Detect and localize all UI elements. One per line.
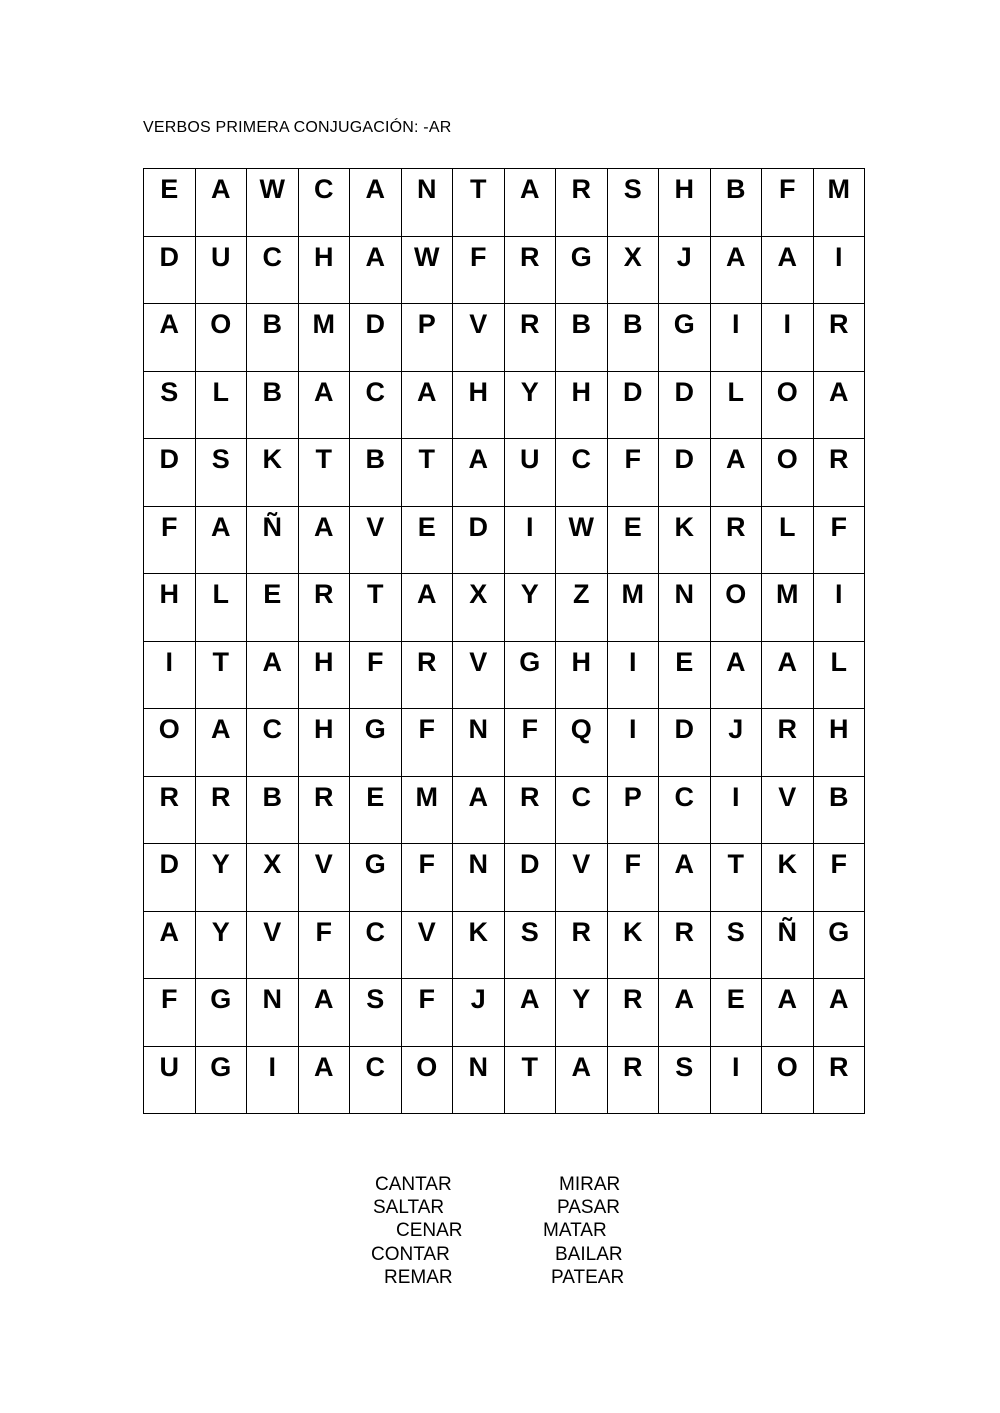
grid-cell: R — [710, 506, 762, 574]
grid-cell: L — [195, 371, 247, 439]
word-item: MATAR — [543, 1220, 607, 1242]
grid-cell: R — [504, 236, 556, 304]
grid-cell: R — [144, 776, 196, 844]
grid-cell: K — [659, 506, 711, 574]
grid-cell: B — [813, 776, 865, 844]
grid-cell: N — [659, 574, 711, 642]
grid-cell: E — [401, 506, 453, 574]
grid-cell: F — [607, 844, 659, 912]
grid-cell: A — [504, 979, 556, 1047]
grid-cell: F — [401, 844, 453, 912]
grid-cell: D — [144, 844, 196, 912]
grid-cell: Y — [195, 844, 247, 912]
grid-cell: N — [453, 844, 505, 912]
grid-cell: A — [298, 506, 350, 574]
grid-cell: I — [813, 236, 865, 304]
grid-row — [144, 236, 865, 304]
grid-cell: O — [762, 1046, 814, 1114]
grid-cell: V — [298, 844, 350, 912]
grid-cell: G — [195, 1046, 247, 1114]
word-item: BAILAR — [555, 1243, 623, 1265]
grid-cell: Y — [195, 911, 247, 979]
grid-cell: R — [556, 911, 608, 979]
grid-cell: R — [607, 1046, 659, 1114]
grid-cell: W — [401, 236, 453, 304]
grid-cell: H — [453, 371, 505, 439]
grid-row — [144, 1046, 865, 1114]
grid-cell: R — [556, 169, 608, 237]
grid-cell: H — [556, 641, 608, 709]
grid-cell: Q — [556, 709, 608, 777]
grid-cell: K — [607, 911, 659, 979]
grid-cell: A — [762, 236, 814, 304]
grid-cell: M — [813, 169, 865, 237]
grid-cell: F — [298, 911, 350, 979]
grid-cell: N — [247, 979, 299, 1047]
grid-cell: C — [350, 371, 402, 439]
grid-cell: V — [762, 776, 814, 844]
grid-cell: G — [813, 911, 865, 979]
word-item: CANTAR — [375, 1174, 452, 1195]
grid-cell: J — [710, 709, 762, 777]
grid-cell: K — [453, 911, 505, 979]
grid-cell: A — [710, 641, 762, 709]
grid-cell: B — [556, 304, 608, 372]
grid-cell: V — [453, 641, 505, 709]
grid-cell: L — [195, 574, 247, 642]
grid-cell: F — [401, 709, 453, 777]
grid-cell: O — [710, 574, 762, 642]
grid-cell: C — [659, 776, 711, 844]
grid-cell: R — [504, 304, 556, 372]
grid-cell: A — [195, 169, 247, 237]
grid-cell: G — [504, 641, 556, 709]
grid-cell: R — [195, 776, 247, 844]
grid-cell: U — [144, 1046, 196, 1114]
grid-cell: D — [453, 506, 505, 574]
grid-row — [144, 776, 865, 844]
grid-cell: N — [401, 169, 453, 237]
grid-cell: N — [453, 709, 505, 777]
grid-cell: F — [504, 709, 556, 777]
grid-cell: C — [556, 776, 608, 844]
word-search-grid — [143, 168, 865, 1114]
grid-cell: D — [659, 709, 711, 777]
grid-cell: E — [350, 776, 402, 844]
word-item: CONTAR — [371, 1243, 450, 1265]
grid-cell: B — [247, 776, 299, 844]
grid-row — [144, 169, 865, 237]
grid-cell: Y — [504, 574, 556, 642]
word-list-left — [371, 1173, 463, 1289]
grid-cell: R — [762, 709, 814, 777]
grid-cell: O — [195, 304, 247, 372]
grid-cell: M — [762, 574, 814, 642]
grid-cell: S — [659, 1046, 711, 1114]
grid-cell: A — [298, 979, 350, 1047]
grid-cell: D — [144, 439, 196, 507]
grid-cell: A — [762, 641, 814, 709]
grid-cell: S — [195, 439, 247, 507]
grid-cell: P — [401, 304, 453, 372]
grid-cell: A — [813, 979, 865, 1047]
grid-cell: H — [298, 236, 350, 304]
grid-cell: A — [710, 236, 762, 304]
grid-cell: A — [350, 169, 402, 237]
grid-cell: Y — [556, 979, 608, 1047]
grid-cell: F — [453, 236, 505, 304]
grid-cell: R — [504, 776, 556, 844]
grid-cell: A — [813, 371, 865, 439]
grid-cell: E — [659, 641, 711, 709]
grid-cell: V — [350, 506, 402, 574]
grid-cell: A — [247, 641, 299, 709]
grid-cell: T — [195, 641, 247, 709]
grid-cell: S — [144, 371, 196, 439]
grid-cell: A — [350, 236, 402, 304]
grid-cell: A — [144, 304, 196, 372]
grid-cell: I — [504, 506, 556, 574]
grid-cell: A — [762, 979, 814, 1047]
grid-cell: C — [350, 1046, 402, 1114]
grid-cell: I — [710, 776, 762, 844]
grid-cell: T — [298, 439, 350, 507]
grid-cell: G — [556, 236, 608, 304]
grid-cell: I — [247, 1046, 299, 1114]
grid-cell: A — [556, 1046, 608, 1114]
grid-cell: N — [453, 1046, 505, 1114]
grid-cell: C — [247, 709, 299, 777]
word-item: CENAR — [396, 1220, 463, 1242]
grid-cell: O — [144, 709, 196, 777]
grid-cell: J — [659, 236, 711, 304]
grid-cell: C — [298, 169, 350, 237]
grid-cell: O — [762, 439, 814, 507]
grid-cell: V — [247, 911, 299, 979]
grid-row — [144, 844, 865, 912]
grid-cell: L — [762, 506, 814, 574]
grid-cell: S — [607, 169, 659, 237]
grid-cell: R — [298, 574, 350, 642]
grid-cell: F — [144, 506, 196, 574]
grid-cell: R — [607, 979, 659, 1047]
grid-cell: S — [350, 979, 402, 1047]
grid-cell: R — [659, 911, 711, 979]
grid-cell: W — [247, 169, 299, 237]
grid-cell: B — [607, 304, 659, 372]
grid-cell: A — [144, 911, 196, 979]
grid-row — [144, 911, 865, 979]
grid-cell: A — [401, 574, 453, 642]
grid-cell: F — [762, 169, 814, 237]
grid-cell: D — [659, 371, 711, 439]
grid-cell: F — [607, 439, 659, 507]
grid-row — [144, 506, 865, 574]
grid-cell: X — [607, 236, 659, 304]
grid-cell: P — [607, 776, 659, 844]
grid-cell: H — [298, 641, 350, 709]
grid-cell: A — [298, 1046, 350, 1114]
grid-cell: T — [401, 439, 453, 507]
grid-cell: I — [144, 641, 196, 709]
grid-cell: R — [401, 641, 453, 709]
grid-cell: T — [504, 1046, 556, 1114]
grid-cell: A — [659, 979, 711, 1047]
grid-cell: D — [504, 844, 556, 912]
grid-row — [144, 304, 865, 372]
grid-cell: Ñ — [247, 506, 299, 574]
grid-cell: B — [247, 304, 299, 372]
grid-cell: X — [453, 574, 505, 642]
grid-cell: T — [710, 844, 762, 912]
grid-row — [144, 574, 865, 642]
grid-cell: C — [247, 236, 299, 304]
grid-cell: J — [453, 979, 505, 1047]
grid-cell: R — [813, 439, 865, 507]
grid-cell: G — [195, 979, 247, 1047]
grid-cell: I — [813, 574, 865, 642]
grid-row — [144, 641, 865, 709]
word-item: MIRAR — [559, 1174, 621, 1195]
grid-cell: O — [762, 371, 814, 439]
grid-cell: C — [556, 439, 608, 507]
word-item: REMAR — [384, 1266, 453, 1288]
grid-cell: A — [453, 776, 505, 844]
word-item: PATEAR — [551, 1266, 625, 1288]
grid-cell: A — [298, 371, 350, 439]
grid-cell: C — [350, 911, 402, 979]
grid-cell: H — [556, 371, 608, 439]
worksheet-title: VERBOS PRIMERA CONJUGACIÓN: -AR — [143, 119, 452, 136]
grid-cell: A — [659, 844, 711, 912]
grid-cell: B — [247, 371, 299, 439]
grid-cell: L — [813, 641, 865, 709]
word-item: PASAR — [557, 1197, 621, 1219]
grid-cell: K — [247, 439, 299, 507]
grid-cell: G — [350, 844, 402, 912]
grid-cell: X — [247, 844, 299, 912]
grid-cell: K — [762, 844, 814, 912]
grid-cell: I — [762, 304, 814, 372]
grid-cell: A — [195, 506, 247, 574]
word-item: SALTAR — [373, 1197, 445, 1219]
grid-cell: S — [710, 911, 762, 979]
grid-cell: A — [453, 439, 505, 507]
grid-cell: Z — [556, 574, 608, 642]
word-list-right — [543, 1173, 624, 1289]
grid-cell: V — [556, 844, 608, 912]
grid-cell: M — [401, 776, 453, 844]
grid-cell: T — [453, 169, 505, 237]
grid-cell: G — [350, 709, 402, 777]
grid-cell: R — [813, 304, 865, 372]
grid-cell: V — [401, 911, 453, 979]
grid-row — [144, 709, 865, 777]
grid-cell: U — [195, 236, 247, 304]
grid-cell: Ñ — [762, 911, 814, 979]
grid-row — [144, 371, 865, 439]
grid-cell: H — [659, 169, 711, 237]
grid-cell: F — [350, 641, 402, 709]
grid-cell: F — [813, 844, 865, 912]
grid-cell: R — [298, 776, 350, 844]
grid-cell: W — [556, 506, 608, 574]
grid-cell: G — [659, 304, 711, 372]
grid-cell: I — [607, 641, 659, 709]
grid-cell: I — [710, 1046, 762, 1114]
grid-cell: H — [298, 709, 350, 777]
grid-cell: Y — [504, 371, 556, 439]
grid-cell: U — [504, 439, 556, 507]
grid-cell: M — [298, 304, 350, 372]
grid-cell: E — [144, 169, 196, 237]
grid-cell: E — [607, 506, 659, 574]
grid-cell: O — [401, 1046, 453, 1114]
grid-row — [144, 439, 865, 507]
grid-cell: D — [659, 439, 711, 507]
grid-cell: D — [350, 304, 402, 372]
grid-row — [144, 979, 865, 1047]
grid-cell: H — [144, 574, 196, 642]
grid-cell: V — [453, 304, 505, 372]
grid-cell: R — [813, 1046, 865, 1114]
grid-cell: S — [504, 911, 556, 979]
grid-cell: I — [710, 304, 762, 372]
grid-cell: H — [813, 709, 865, 777]
grid-cell: E — [247, 574, 299, 642]
grid-cell: A — [504, 169, 556, 237]
grid-cell: A — [195, 709, 247, 777]
grid-cell: B — [350, 439, 402, 507]
grid-cell: A — [401, 371, 453, 439]
grid-cell: T — [350, 574, 402, 642]
grid-cell: F — [813, 506, 865, 574]
grid-cell: L — [710, 371, 762, 439]
grid-cell: F — [401, 979, 453, 1047]
grid-cell: D — [144, 236, 196, 304]
grid-cell: E — [710, 979, 762, 1047]
grid-cell: F — [144, 979, 196, 1047]
grid-cell: M — [607, 574, 659, 642]
grid-cell: D — [607, 371, 659, 439]
grid-cell: B — [710, 169, 762, 237]
grid-cell: A — [710, 439, 762, 507]
grid-cell: I — [607, 709, 659, 777]
